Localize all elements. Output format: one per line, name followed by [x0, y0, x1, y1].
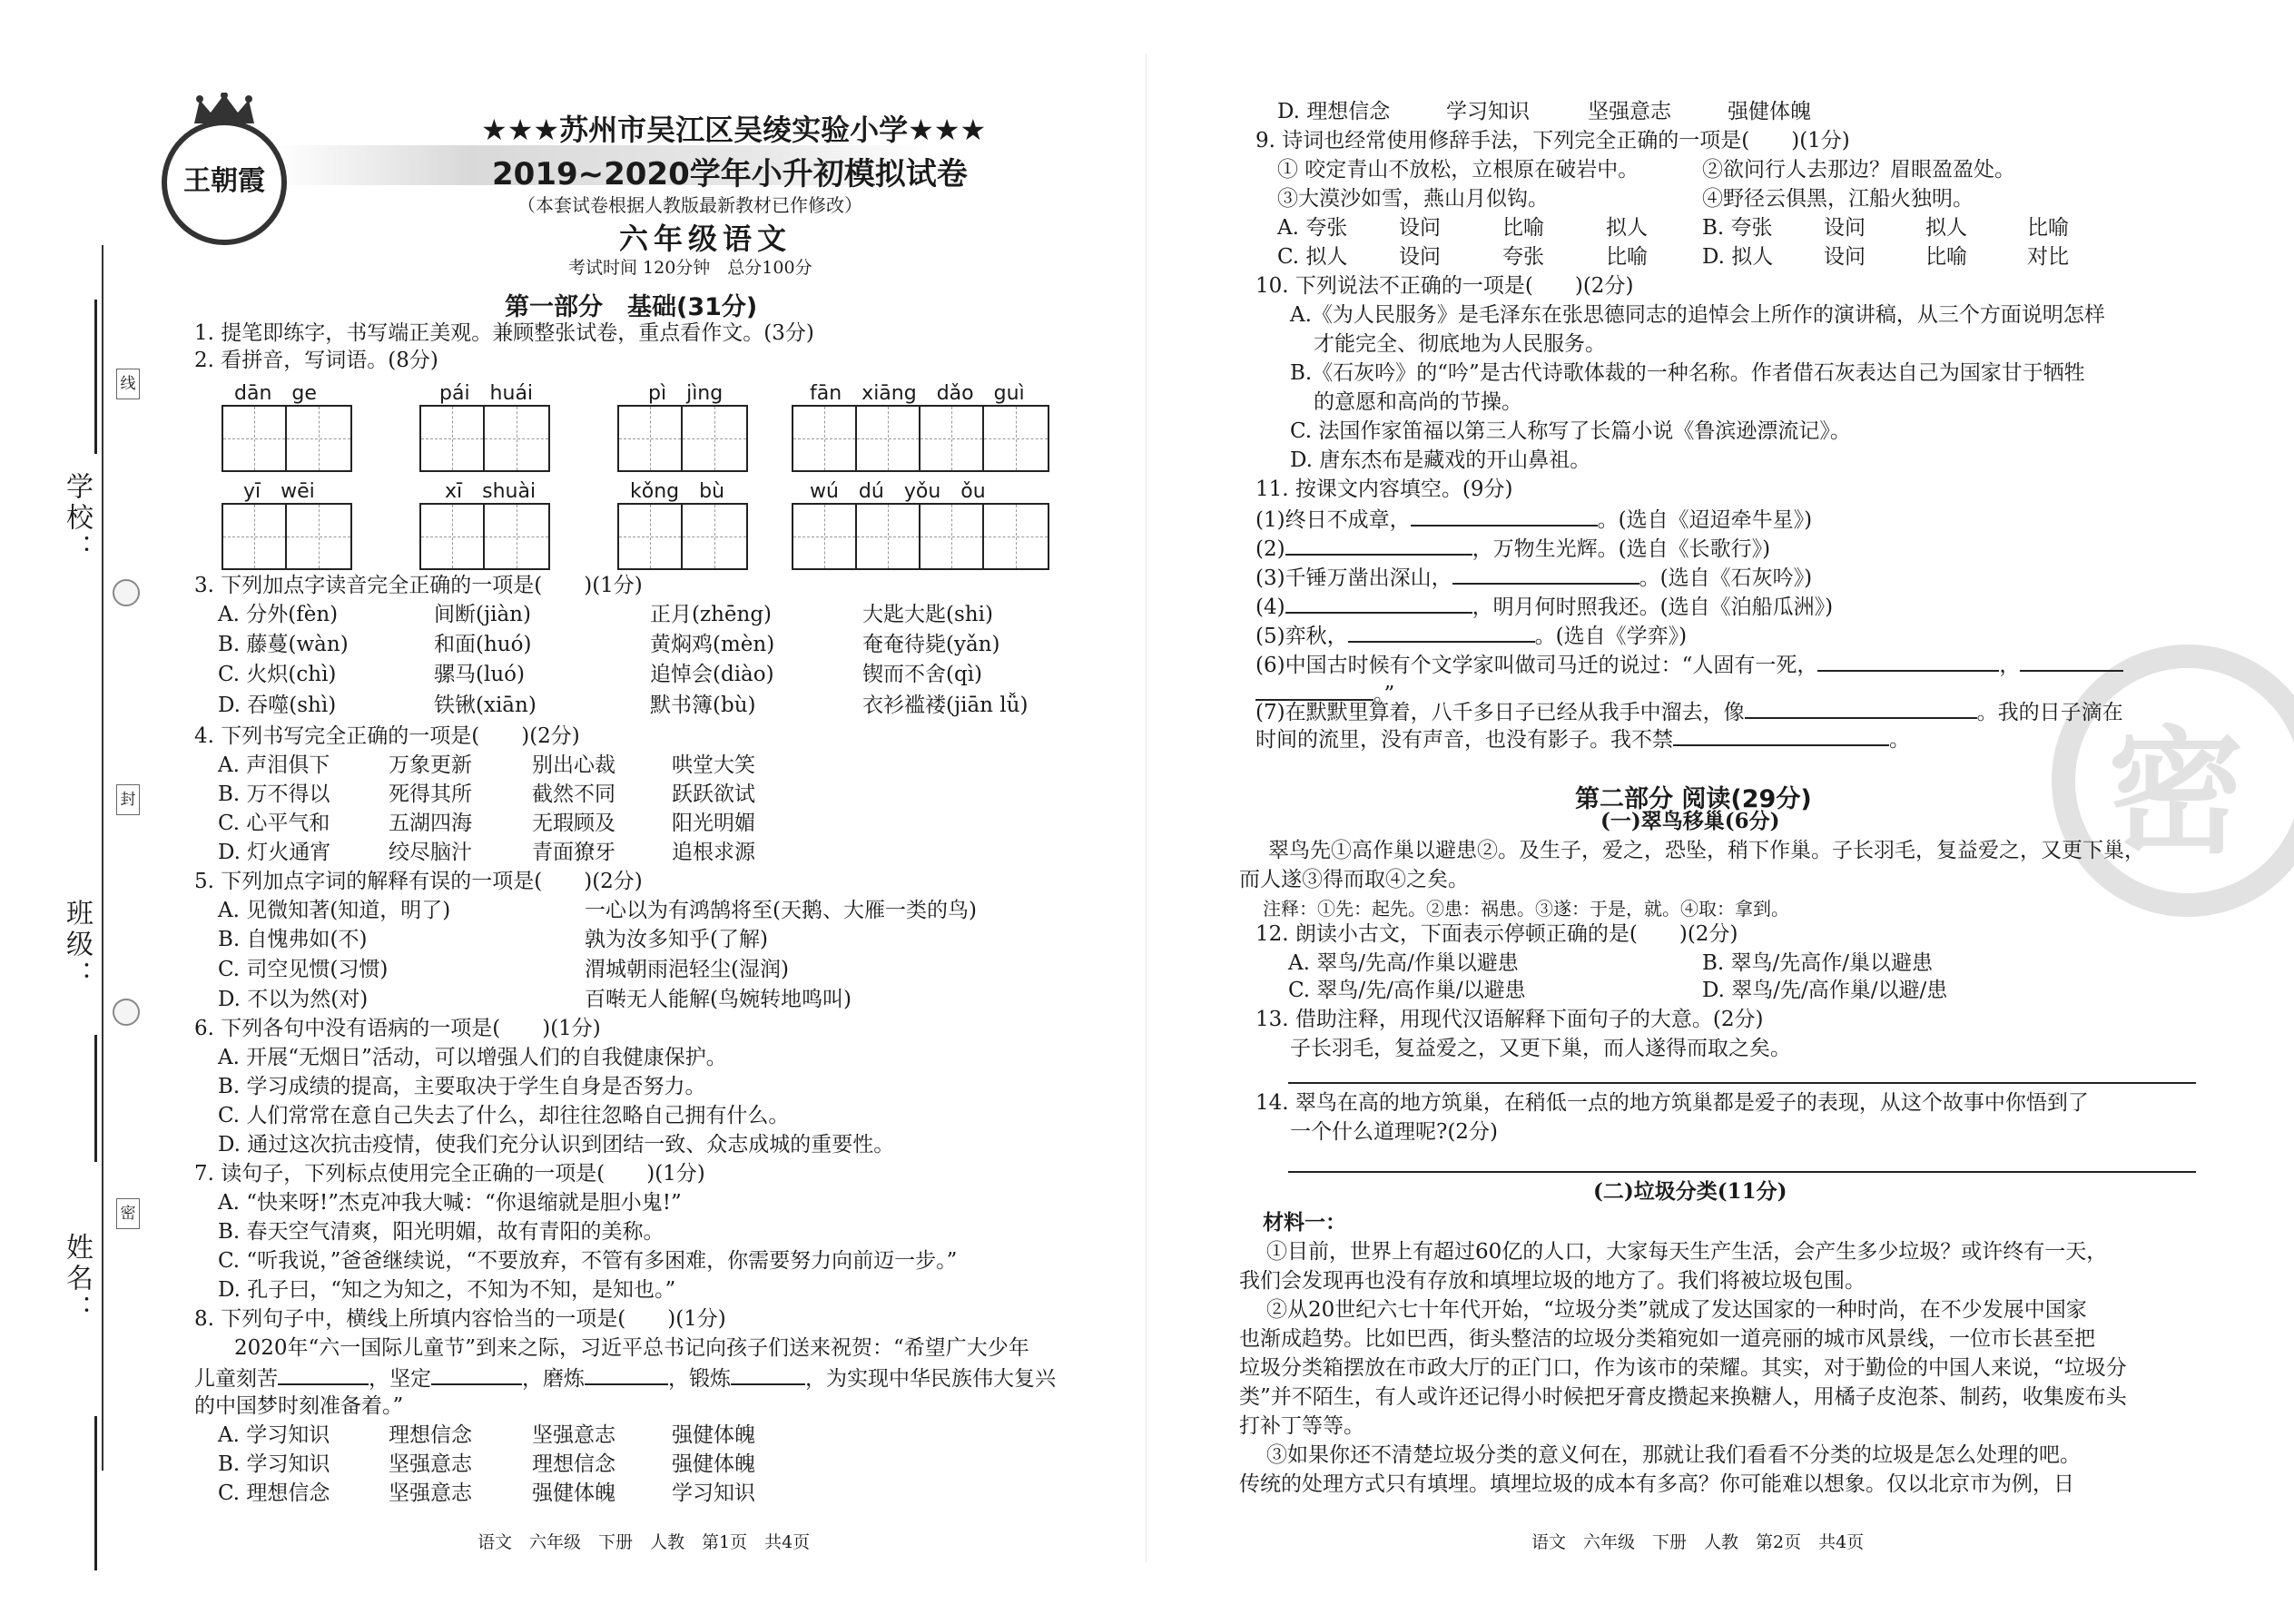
option-cell: A. 分外(fèn) [218, 603, 339, 626]
annotation-note: 注释：①先：起先。②患：祸患。③遂：于是，就。④取：拿到。 [1263, 898, 1789, 920]
stamp-char: 密 [2108, 714, 2245, 872]
question-14-cont: 一个什么道理呢?(2分) [1290, 1120, 1498, 1144]
question-7: 7. 读句子，下列标点使用完全正确的一项是( )(1分) [194, 1162, 705, 1186]
pinyin-label: xī shuài [445, 480, 537, 503]
option-cell: 骡马(luó) [434, 663, 525, 686]
option-cell: 锲而不舍(qì) [862, 663, 983, 686]
option-cell: 设问 [1824, 245, 1866, 269]
option-cell: 坚强意志 [389, 1452, 472, 1476]
binding-tag-seal: 封 [116, 784, 140, 815]
option-cell: 铁锹(xiān) [434, 694, 537, 717]
pinyin-label: dān ge [234, 382, 317, 405]
option-cell: D. 不以为然(对) [218, 988, 369, 1011]
blank[interactable] [278, 1363, 369, 1385]
option-cell: 设问 [1399, 245, 1441, 269]
option-cell: 百啭无人能解(鸟婉转地鸣叫) [585, 988, 852, 1011]
option-cell: B. 自愧弗如(不) [218, 928, 368, 951]
page-right [1147, 0, 2294, 1624]
binding-tag-secret: 密 [116, 1198, 140, 1229]
passage-line: 垃圾分类箱摆放在市政大厅的正门口，作为该市的荣耀。其实，对于勤俭的中国人来说，“垃圾分 [1239, 1356, 2127, 1380]
blank[interactable] [1745, 697, 1977, 719]
name-blank [94, 1416, 97, 1570]
q8-text: ，为实现中华民族伟大复兴 [805, 1367, 1056, 1391]
option-cell: 绞尽脑汁 [389, 841, 472, 864]
pinyin-label: pái huái [439, 382, 534, 405]
option-line: A.《为人民服务》是毛泽东在张思德同志的追悼会上所作的演讲稿，从三个方面说明怎样 [1290, 303, 2105, 327]
option-cell: 理想信念 [389, 1423, 472, 1447]
option-line: C. 人们常常在意自己失去了什么，却往往忽略自己拥有什么。 [218, 1104, 790, 1127]
binding-hole-icon [113, 999, 140, 1026]
question-1: 1. 提笔即练字，书写端正美观。兼顾整张试卷，重点看作文。(3分) [194, 321, 814, 345]
answer-grid[interactable] [419, 405, 550, 472]
option-cell: 追根求源 [672, 841, 755, 864]
pinyin-label: fān xiāng dǎo guì [810, 382, 1025, 405]
option-cell: 坚强意志 [389, 1481, 472, 1505]
q8-passage-line1: 2020年“六一国际儿童节”到来之际，习近平总书记向孩子们送来祝贺：“希望广大少年 [234, 1336, 1029, 1360]
option-cell: 死得其所 [389, 782, 472, 806]
passage-line: ②从20世纪六七十年代开始，“垃圾分类”就成了发达国家的一种时尚，在不少发展中国家 [1266, 1298, 2087, 1322]
option-cell: D. 吞噬(shì) [218, 694, 337, 717]
option-cell: 黄焖鸡(mèn) [650, 633, 775, 656]
passage-line: 也渐成趋势。比如巴西，街头整洁的垃圾分类箱宛如一道亮丽的城市风景线，一位市长甚至把 [1239, 1327, 2095, 1351]
option-cell: D. 灯火通宵 [218, 841, 331, 864]
option-cell: A. 夸张 [1277, 216, 1348, 240]
option-cell: 学习知识 [1446, 100, 1530, 123]
q8-text: 儿童刻苦 [194, 1367, 278, 1391]
option-cell: 拟人 [1925, 216, 1967, 240]
option-line: 的意愿和高尚的节操。 [1314, 390, 1522, 414]
option-cell: C. 理想信念 [218, 1481, 330, 1505]
fill-line: (3)千锤万凿出深山， 。(选自《石灰吟》) [1255, 563, 1812, 592]
option-cell: 比喻 [1502, 216, 1544, 240]
option-cell: D. 翠鸟/先/高作巢/以避/患 [1702, 979, 1948, 1002]
option-cell: C. 心平气和 [218, 812, 330, 835]
option-line: D. 通过这次抗击疫情，使我们充分认识到团结一致、众志成城的重要性。 [218, 1133, 895, 1156]
fill-line: (6)中国古时候有个文学家叫做司马迁的说过：“人固有一死， ， [1255, 650, 2123, 679]
option-line: D. 唐东杰布是藏戏的开山鼻祖。 [1290, 448, 1591, 472]
option-cell: A. 见微知著(知道，明了) [218, 899, 451, 922]
option-line: B. 春天空气清爽，阳光明媚，故有青阳的美称。 [218, 1220, 665, 1244]
q8-text: ，磨炼 [522, 1367, 585, 1391]
option-cell: 五湖四海 [389, 812, 472, 835]
name-label: 姓名： [61, 1233, 93, 1325]
passage-line: ③如果你还不清楚垃圾分类的意义何在，那就让我们看看不分类的垃圾是怎么处理的吧。 [1266, 1443, 2081, 1467]
option-cell: 强健体魄 [672, 1423, 755, 1447]
material-label: 材料一： [1263, 1210, 1346, 1235]
answer-line[interactable] [1288, 1082, 2196, 1084]
option-cell: 无瑕顾及 [532, 812, 615, 835]
passage-line: 而人遂③得而取④之矣。 [1239, 868, 1469, 891]
question-9: 9. 诗词也经常使用修辞手法，下列完全正确的一项是( )(1分) [1255, 129, 1850, 153]
fill-line: (2) ，万物生光辉。(选自《长歌行》) [1255, 534, 1770, 563]
blank[interactable] [2020, 650, 2123, 672]
option-line: 才能完全、彻底地为人民服务。 [1314, 332, 1606, 356]
option-cell: 万象更新 [389, 753, 472, 777]
school-label: 学校： [61, 472, 93, 565]
part2-title: 第二部分 阅读(29分) [1575, 785, 1812, 813]
passage-line: 翠鸟先①高作巢以避患②。及生子，爱之，恐坠，稍下作巢。子长羽毛，复益爱之，又更下巢， [1268, 839, 2145, 862]
blank[interactable] [1411, 505, 1598, 527]
question-13: 13. 借助注释，用现代汉语解释下面句子的大意。(2分) [1255, 1008, 1764, 1031]
binding-hole-icon [113, 579, 140, 606]
pinyin-label: wú dú yǒu ǒu [810, 480, 986, 503]
passage-line: ①目前，世界上有超过60亿的人口，大家每天生产生活，会产生多少垃圾？或许终有一天， [1266, 1240, 2108, 1264]
option-cell: 奄奄待毙(yǎn) [862, 633, 1000, 656]
option-cell: 和面(huó) [434, 633, 532, 656]
blank[interactable] [1348, 621, 1535, 643]
poem-line: ③大漠沙如雪，燕山月似钩。 [1277, 187, 1549, 211]
school-title: ★★★苏州市吴江区吴绫实验小学★★★ [481, 113, 987, 147]
option-cell: C. 火炽(chì) [218, 663, 337, 686]
option-cell: 默书簿(bù) [650, 694, 756, 717]
option-cell: C. 司空见惯(习惯) [218, 958, 389, 981]
question-10: 10. 下列说法不正确的一项是( )(2分) [1255, 274, 1634, 298]
option-cell: 跃跃欲试 [672, 782, 755, 806]
option-line: D. 孔子曰，“知之为知之，不知为不知，是知也。” [218, 1278, 676, 1302]
option-cell: 青面獠牙 [532, 841, 615, 864]
question-11: 11. 按课文内容填空。(9分) [1255, 477, 1513, 501]
option-cell: 强健体魄 [1728, 100, 1811, 123]
school-blank [94, 300, 97, 454]
option-cell: 学习知识 [672, 1481, 755, 1505]
question-8: 8. 下列句子中，横线上所填内容恰当的一项是( )(1分) [194, 1307, 726, 1331]
option-line: A. 开展“无烟日”活动，可以增强人们的自我健康保护。 [218, 1046, 727, 1069]
answer-line[interactable] [1288, 1171, 2196, 1173]
q8-text: ，锻炼 [668, 1367, 731, 1391]
blank[interactable] [1817, 650, 1999, 672]
fill-line: (7)在默默里算着，八千多日子已经从我手中溜去，像 。我的日子滴在 [1255, 697, 2123, 726]
passage-line: 传统的处理方式只有填埋。填埋垃圾的成本有多高？你可能难以想象。仅以北京市为例，日 [1239, 1472, 2074, 1496]
question-13-sentence: 子长羽毛，复益爱之，又更下巢，而人遂得而取之矣。 [1290, 1037, 1791, 1060]
exam-title: 2019~2020学年小升初模拟试卷 [492, 156, 968, 192]
option-cell: B. 翠鸟/先高作/巢以避患 [1702, 951, 1934, 975]
answer-grid[interactable] [617, 405, 748, 472]
time-info: 考试时间 120分钟 总分100分 [568, 258, 812, 278]
answer-grid[interactable] [222, 503, 352, 570]
option-cell: 别出心裁 [532, 753, 615, 777]
blank[interactable] [1673, 724, 1889, 746]
section2-title: (二)垃圾分类(11分) [1593, 1179, 1787, 1204]
option-cell: 渭城朝雨浥轻尘(湿润) [585, 958, 789, 981]
option-cell: 比喻 [1925, 245, 1967, 269]
edition-note: （本套试卷根据人教版最新教材已作修改） [517, 194, 862, 216]
pinyin-label: pì jìng [648, 382, 724, 405]
option-cell: 一心以为有鸿鹄将至(天鹅、大雁一类的鸟) [585, 899, 977, 922]
blank[interactable] [585, 1363, 668, 1385]
subject-title: 六年级语文 [619, 221, 793, 256]
option-cell: A. 学习知识 [218, 1423, 330, 1447]
option-cell: 大匙大匙(shi) [862, 603, 993, 626]
passage-line: 打补丁等等。 [1239, 1414, 1364, 1438]
crown-icon [191, 93, 258, 125]
passage-line: 我们会发现再也没有存放和填埋垃圾的地方了。我们将被垃圾包围。 [1239, 1269, 1866, 1293]
binding-tag-line: 线 [116, 369, 140, 399]
fill-line: 时间的流里，没有声音，也没有影子。我不禁 。 [1255, 724, 1910, 753]
poem-line: ②欲问行人去那边？眉眼盈盈处。 [1702, 158, 2015, 182]
brand-logo [162, 120, 287, 245]
option-cell: B. 学习知识 [218, 1452, 330, 1476]
option-cell: B. 夸张 [1702, 216, 1773, 240]
option-cell: 强健体魄 [672, 1452, 755, 1476]
option-cell: 坚强意志 [532, 1423, 615, 1447]
option-cell: 截然不同 [532, 782, 615, 806]
option-line: C. 法国作家笛福以第三人称写了长篇小说《鲁滨逊漂流记》。 [1290, 419, 1851, 443]
blank[interactable] [1452, 563, 1639, 585]
logo-text: 王朝霞 [183, 165, 265, 197]
option-cell: 正月(zhēng) [650, 603, 773, 626]
option-cell: 比喻 [1606, 245, 1648, 269]
answer-grid[interactable] [792, 503, 1049, 570]
fill-line: (4) ，明月何时照我还。(选自《泊船瓜洲》) [1255, 592, 1833, 621]
blank[interactable] [431, 1363, 522, 1385]
option-cell: 间断(jiàn) [434, 603, 531, 626]
blank[interactable] [731, 1363, 805, 1385]
option-cell: 设问 [1399, 216, 1441, 240]
answer-grid[interactable] [222, 405, 352, 472]
option-cell: C. 拟人 [1277, 245, 1348, 269]
q8-text: ，坚定 [369, 1367, 431, 1391]
option-cell: 理想信念 [532, 1452, 615, 1476]
blank[interactable] [1285, 592, 1472, 614]
class-label: 班级： [61, 899, 93, 991]
option-cell: 强健体魄 [532, 1481, 615, 1505]
option-cell: 设问 [1824, 216, 1866, 240]
class-blank [94, 1035, 97, 1162]
option-cell: A. 声泪俱下 [218, 753, 330, 777]
question-2: 2. 看拼音，写词语。(8分) [194, 349, 438, 372]
option-cell: 拟人 [1606, 216, 1648, 240]
option-cell: 衣衫褴褛(jiān lǚ) [862, 694, 1029, 717]
section1-title: (一)翠鸟移巢(6分) [1600, 809, 1780, 833]
pinyin-label: kǒng bù [630, 480, 725, 503]
option-cell: B. 藤蔓(wàn) [218, 633, 349, 656]
poem-line: ① 咬定青山不放松，立根原在破岩中。 [1277, 158, 1639, 182]
part1-title: 第一部分 基础(31分) [505, 293, 758, 321]
question-12: 12. 朗读小古文，下面表示停顿正确的是( )(2分) [1255, 922, 1738, 946]
option-cell: 对比 [2027, 245, 2069, 269]
passage-line: 类”并不陌生，有人或许还记得小时候把牙膏皮攒起来换糖人，用橘子皮泡茶、制药，收集废布头 [1239, 1385, 2127, 1409]
answer-grid[interactable] [419, 503, 550, 570]
option-cell: 哄堂大笑 [672, 753, 755, 777]
blank[interactable] [1285, 534, 1472, 556]
pinyin-label: yī wēi [243, 480, 315, 503]
option-cell: 比喻 [2027, 216, 2069, 240]
fill-line: (1)终日不成章， 。(选自《迢迢牵牛星》) [1255, 505, 1812, 534]
option-line: B.《石灰吟》的“吟”是古代诗歌体裁的一种名称。作者借石灰表达自己为国家甘于牺牲 [1290, 361, 2085, 385]
option-line: A. “快来呀!”杰克冲我大喊：“你退缩就是胆小鬼!” [218, 1191, 682, 1215]
question-4: 4. 下列书写完全正确的一项是( )(2分) [194, 724, 580, 748]
poem-line: ④野径云俱黑，江船火独明。 [1702, 187, 1974, 211]
question-5: 5. 下列加点字词的解释有误的一项是( )(2分) [194, 870, 643, 893]
fill-line: 。” [1255, 679, 1394, 708]
option-cell: 孰为汝多知乎(了解) [585, 928, 768, 951]
option-cell: D. 拟人 [1702, 245, 1774, 269]
option-line: B. 学习成绩的提高，主要取决于学生自身是否努力。 [218, 1075, 706, 1098]
q8-passage-line3: 的中国梦时刻准备着。” [194, 1394, 404, 1418]
page-footer: 语文 六年级 下册 人教 第1页 共4页 [478, 1532, 811, 1552]
answer-grid[interactable] [617, 503, 748, 570]
option-cell: 追悼会(diào) [650, 663, 774, 686]
option-cell: 阳光明媚 [672, 812, 755, 835]
option-cell: 坚强意志 [1588, 100, 1671, 123]
option-cell: D. 理想信念 [1277, 100, 1391, 123]
question-3: 3. 下列加点字读音完全正确的一项是( )(1分) [194, 574, 643, 597]
question-6: 6. 下列各句中没有语病的一项是( )(1分) [194, 1017, 601, 1040]
option-cell: C. 翠鸟/先/高作巢/以避患 [1288, 979, 1526, 1002]
binding-line [102, 245, 103, 1471]
option-line: C. “听我说，”爸爸继续说，“不要放弃，不管有多困难，你需要努力向前迈一步。” [218, 1249, 958, 1273]
fill-line: (5)弈秋， 。(选自《学弈》) [1255, 621, 1687, 650]
page-footer: 语文 六年级 下册 人教 第2页 共4页 [1531, 1532, 1865, 1552]
q8-passage-line2 [194, 1363, 1056, 1393]
question-14: 14. 翠鸟在高的地方筑巢，在稍低一点的地方筑巢都是爱子的表现，从这个故事中你悟到了 [1255, 1091, 2089, 1115]
option-cell: 夸张 [1502, 245, 1544, 269]
answer-grid[interactable] [792, 405, 1049, 472]
option-cell: B. 万不得以 [218, 782, 330, 806]
option-cell: A. 翠鸟/先高/作巢以避患 [1288, 951, 1519, 975]
